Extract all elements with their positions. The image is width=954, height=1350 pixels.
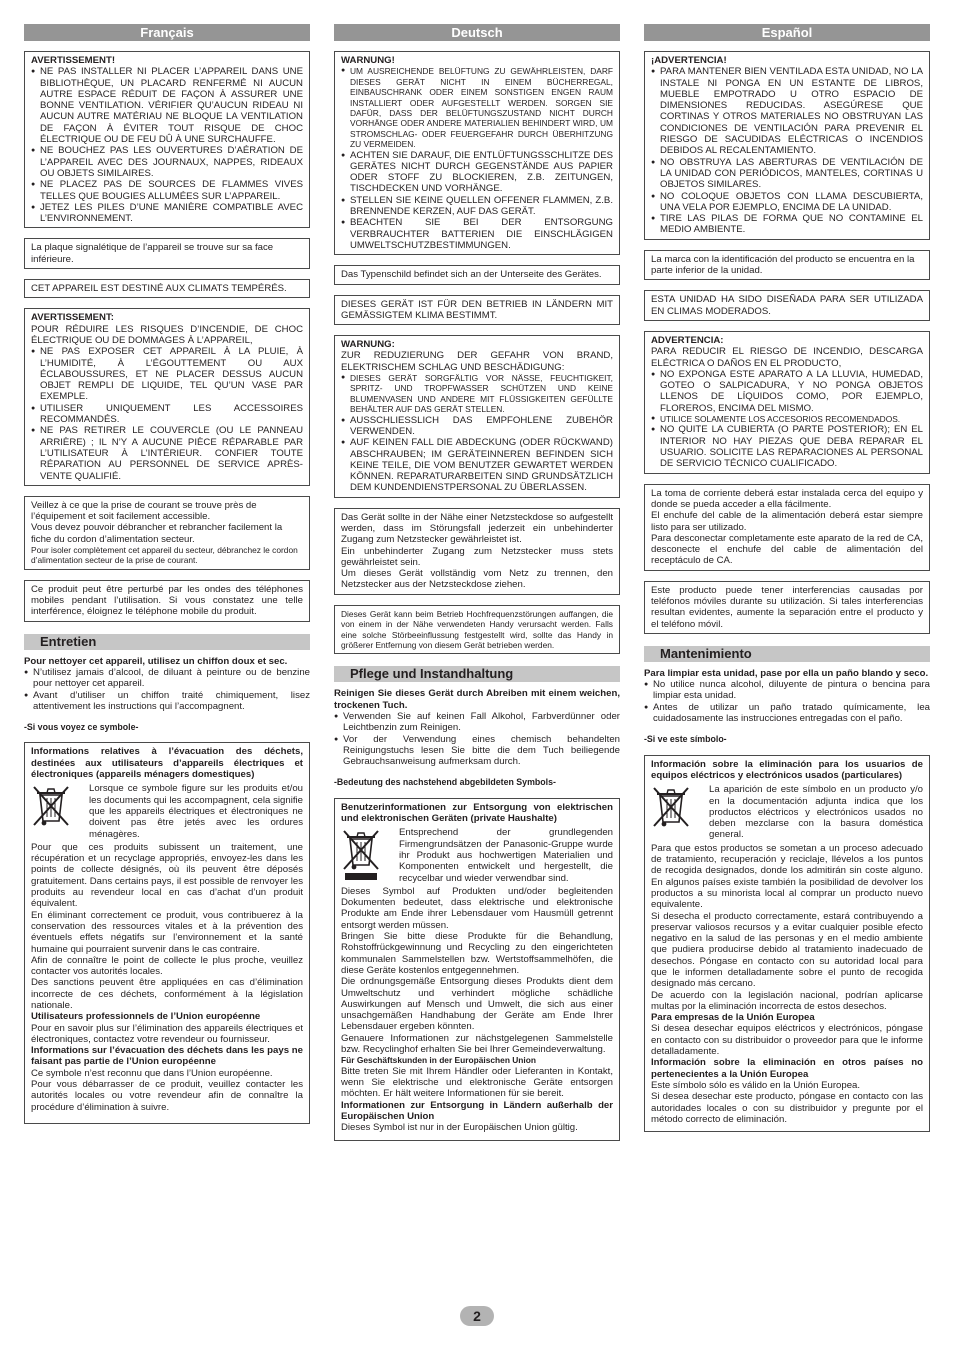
disposal-box [644,755,930,1133]
disposal-paragraph: Si desea desechar este producto, póngase en contacto con las autoridades locales o con su distribuidor y pregunte por el método correcto de eliminación. [651,1091,923,1125]
socket-text: El enchufe del cable de la alimentación deberá estar siempre listo para ser utilizado. [651,510,923,533]
disposal-paragraph: Bitte treten Sie mit Ihrem Händler oder Lieferanten in Kontakt, wenn Sie elektrische und elektronische Geräte entsorgen möchten. Er hält weitere Informationen für sie bereit. [341,1065,613,1100]
disposal-symbol-text: Entsprechend der grundlegenden Firmengrundsätzen der Panasonic-Gruppe wurde ihr Produkt aus hochwertigen Materialien und Komponenten entwickelt und hergestellt, die recycelbar und wieder verwendbar sind. [399,827,613,884]
warning-intro: POUR RÉDUIRE LES RISQUES D’INCENDIE, DE CHOC ÉLECTRIQUE OU DE DOMMAGES À L’APPAREIL, [31,323,303,346]
maintenance-lead: Pour nettoyer cet appareil, utilisez un chiffon doux et sec. [24,655,288,667]
disposal-title: Información sobre la eliminación para los usuarios de equipos eléctricos y electrónicos usados (particulares) [651,758,923,781]
disposal-symbol-row [341,827,613,883]
disposal-paragraph: Dieses Symbol ist nur in der Europäischen Union gültig. [341,1122,578,1134]
socket-notice [24,496,310,570]
disposal-paragraph: Dieses Symbol auf Produkten und/oder begleitenden Dokumenten bedeutet, dass elektrische und elektronische Produkte am Ende ihrer Lebensdauer vom Hausmüll getrennt entsorgt werden müssen. [341,885,613,931]
phone-notice: Este producto puede tener interferencias causadas por teléfonos móviles durante su utilización. Si tales interferencias resultan evidentes, aumente la separación entre el producto y el teléfono móvil. [644,581,930,634]
plate-notice: La plaque signalétique de l’appareil se trouve sur sa face inférieure. [24,238,310,269]
warning-item: ● AUF KEINEN FALL DIE ABDECKUNG (ODER RÜCKWAND) ABSCHRAUBEN; IM GERÄTEINNEREN BEFINDEN SICH KEINE TEILE, DIE VOM BENUTZER GEWARTET WERDEN KÖNNEN. REPARATURARBEITEN SIND GRUNDSÄTZLICH DEM KUNDENDIENSTPERSONAL ZU ÜBERLASSEN. [341,437,613,493]
socket-text: Pour isoler complètement cet appareil du secteur, débranchez le cordon d’alimentation secteur de la prise de courant. [31,544,298,566]
disposal-symbol-text: La aparición de este símbolo en un producto y/o en la documentación adjunta indica que los productos eléctricos y electrónicos usados no deben mezclarse con la basura doméstica general. [709,784,923,841]
maintenance-heading: Entretien [24,634,310,650]
warning-intro: ZUR REDUZIERUNG DER GEFAHR VON BRAND, ELEKTRISCHEM SCHLAG UND BESCHÄDIGUNG: [341,350,613,373]
disposal-paragraph: De acuerdo con la legislación nacional, podrían aplicarse multas por la eliminación incorrecta de estos desechos. [651,989,923,1012]
maintenance-item: ● No utilice nunca alcohol, diluyente de pintura o bencina para limpiar esta unidad. [644,679,930,702]
disposal-paragraph: Afin de connaître le point de collecte le plus proche, veuillez contacter vos autorités locales. [31,954,303,978]
maintenance-item: ● Antes de utilizar un paño tratado químicamente, lea cuidadosamente las instrucciones entregadas con el paño. [644,702,930,725]
socket-text: Vous devez pouvoir débrancher et rebrancher facilement la fiche du cordon d’alimentation secteur. [31,522,283,545]
warning-item: ● NE PLACEZ PAS DE SOURCES DE FLAMMES VIVES TELLES QUE BOUGIES ALLUMÉES SUR L’APPAREIL. [31,179,303,202]
plate-notice: La marca con la identificación del producto se encuentra en la parte inferior de la unidad. [644,250,930,281]
section-heading: Français [24,24,310,41]
disposal-title: Informations relatives à l’évacuation des déchets, destinées aux utilisateurs d’appareils électriques et électroniques (appareils ménagers domestiques) [31,746,303,781]
warning-item: ● NE PAS EXPOSER CET APPAREIL À LA PLUIE, À L’HUMIDITÉ, À L’ÉGOUTTEMENT OU AUX ÉCLABOUSSURES, ET NE PLACER DESSUS AUCUN OBJET REMPLI DE LIQUIDE, TEL QU’UN VASE PAR EXEMPLE. [31,346,303,402]
warning-item: ● NO EXPONGA ESTE APARATO A LA LLUVIA, HUMEDAD, GOTEO O SALPICADURA, Y NO PONGA OBJETOS LLENOS DE LÍQUIDOS COMO, POR EJEMPLO, FLOREROS, ENCIMA DEL MISMO. [651,369,923,414]
warning-box [334,51,620,255]
disposal-paragraph: Ce symbole n’est reconnu que dans l’Union européenne. [31,1067,273,1079]
warning-item: ● UTILICE SOLAMENTE LOS ACCESORIOS RECOMENDADOS. [651,414,923,424]
climate-notice: ESTA UNIDAD HA SIDO DISEÑADA PARA SER UTILIZADA EN CLIMAS MODERADOS. [644,290,930,321]
disposal-paragraph: Bringen Sie bitte diese Produkte für die Behandlung, Rohstoffrückgewinnung und Recycling zu den eingerichteten kommunalen Sammelstellen bzw. Wertstoffsammelhöfen, die diese Geräte kostenlos entgegennehmen. [341,931,613,976]
symbol-label: -Bedeutung des nachstehend abgebildeten Symbols- [334,777,556,788]
column-espanol [644,24,930,1142]
column-francais [24,24,310,1134]
disposal-title: Benutzerinformationen zur Entsorgung von elektrischen und elektronischen Geräten (private Haushalte) [341,801,613,825]
disposal-box [334,798,620,1141]
phone-notice: Ce produit peut être perturbé par les ondes des téléphones mobiles pendant l’utilisation. Si vous constatez une telle interférence, éloignez le téléphone mobile du produit. [24,580,310,622]
warning-item: ● ACHTEN SIE DARAUF, DIE ENTLÜFTUNGSSCHLITZE DES GERÄTES NICHT DURCH GEGENSTÄNDE AUS PAPIER ODER STOFF ZU BLOCKIEREN, Z.B. ZEITUNGEN, TISCHDECKEN UND VORHÄNGE. [341,150,613,195]
warning-item: ● NE BOUCHEZ PAS LES OUVERTURES D’AÉRATION DE L’APPAREIL AVEC DES JOURNAUX, NAPPES, RIDEAUX OU OBJETS SIMILAIRES. [31,145,303,179]
warning-item: ● NE PAS INSTALLER NI PLACER L’APPAREIL DANS UNE BIBLIOTHÈQUE, UN PLACARD RENFERMÉ NI AUCUN AUTRE ESPACE RÉDUIT DE FAÇON À ASSURER UNE BONNE VENTILATION. VÉRIFIER QU’AUCUN RIDEAU NI AUCUN AUTRE MATÉRIAU NE BLOQUE LA VENTILATION DE FAÇON À ÉVITER TOUT RISQUE DE CHOC ÉLECTRIQUE OU DE FEU DÛ À UNE SURCHAUFFE. [31,66,303,145]
disposal-paragraph: Genauere Informationen zur nächstgelegenen Sammelstelle bzw. Recyclinghof erhalten Sie bei Ihrer Gemeindeverwaltung. [341,1032,613,1056]
warning-title: AVERTISSEMENT: [31,312,114,324]
disposal-box [24,742,310,1124]
disposal-paragraph: En éliminant correctement ce produit, vous contribuerez à la conservation des ressources vitales et à la prévention des éventuels effets négatifs sur l’environnement et la santé humaine qui pourraient survenir dans le cas contraire. [31,909,303,955]
maintenance-text [24,656,310,734]
section-heading: Español [644,24,930,41]
maintenance-lead: Reinigen Sie dieses Gerät durch Abreiben mit einem weichen, trockenen Tuch. [334,688,620,711]
socket-text: Das Gerät sollte in der Nähe einer Netzsteckdose so aufgestellt werden, dass im Störungsfall jederzeit ein unbehinderter Zugang zum Netzstecker gewährleistet ist. [341,511,613,546]
socket-text: Para desconectar completamente este aparato de la red de CA, desconecte el enchufe del cable de alimentación del receptáculo de CA. [651,532,923,567]
warning-box [24,51,310,228]
disposal-subheading: Información sobre la eliminación en otros países no pertenecientes a la Unión Europea [651,1057,923,1080]
socket-notice [644,484,930,571]
disposal-paragraph: Pour en savoir plus sur l’élimination des appareils électriques et électroniques, contactez votre revendeur ou fournisseur. [31,1022,303,1045]
warning-item: ● NE PAS RETIRER LE COUVERCLE (OU LE PANNEAU ARRIÈRE) ; IL N’Y A AUCUNE PIÈCE RÉPARABLE PAR L’UTILISATEUR À L’INTÉRIEUR. CONFIER TOUTE RÉPARATION AU PERSONNEL DE SERVICE APRÈS-VENTE QUALIFIÉ. [31,425,303,481]
maintenance-item: ● Vor der Verwendung eines chemisch behandelten Reinigungstuchs lesen Sie bitte die dem Tuch beiliegende Gebrauchsanweisung aufmerksam durch. [334,734,620,768]
warning-item: ● BEACHTEN SIE BEI DER ENTSORGUNG VERBRAUCHTER BATTERIEN DIE EINSCHLÄGIGEN UMWELTSCHUTZBESTIMMUNGEN. [341,217,613,251]
disposal-paragraph: Si desea desechar equipos eléctricos y electrónicos, póngase en contacto con su distribuidor o proveedor para que le informe detalladamente. [651,1023,923,1058]
climate-notice: DIESES GERÄT IST FÜR DEN BETRIEB IN LÄNDERN MIT GEMÄSSIGTEM KLIMA BESTIMMT. [334,295,620,326]
crossed-bin-icon [31,783,75,829]
disposal-symbol-row [31,783,303,839]
crossed-bin-icon [341,827,385,881]
socket-notice [334,508,620,595]
crossed-bin-icon [651,784,695,830]
warning-item: ● AUSSCHLIESSLICH DAS EMPFOHLENE ZUBEHÖR VERWENDEN. [341,415,613,438]
section-heading: Deutsch [334,24,620,41]
page-number: 2 [460,1306,494,1326]
disposal-paragraph: Die ordnungsgemäße Entsorgung dieses Produkts dient dem Umweltschutz und verhindert mögliche schädliche Auswirkungen auf Mensch und Umwelt, die sich aus einer unsachgemäßen Handhabung der Geräte am Ende Ihrer Lebensdauer ergeben könnten. [341,976,613,1033]
warning-box [644,51,930,240]
warning-title: WARNUNG: [341,339,395,351]
disposal-subheading: Für Geschäftskunden in der Europäischen Union [341,1055,536,1066]
warning-box-2 [644,331,930,474]
plate-notice: Das Typenschild befindet sich an der Unterseite des Gerätes. [334,265,620,284]
socket-text: Ein unbehinderter Zugang zum Netzstecker muss stets gewährleistet sein. [341,545,613,568]
disposal-symbol-row [651,784,923,840]
column-deutsch [334,24,620,1151]
disposal-paragraph: Este símbolo sólo es válido en la Unión Europea. [651,1079,861,1091]
disposal-paragraph: Des sanctions peuvent être appliquées en cas d’élimination incorrecte de ces déchets, conformément à la législation nationale. [31,977,303,1011]
maintenance-heading: Mantenimiento [644,646,930,662]
disposal-subheading: Informationen zur Entsorgung in Ländern außerhalb der Europäischen Union [341,1099,613,1122]
warning-box-2 [334,335,620,498]
maintenance-text [644,668,930,746]
warning-intro: PARA REDUCIR EL RIESGO DE INCENDIO, DESCARGA ELÉCTRICA O DAÑOS EN EL PRODUCTO, [651,346,923,369]
warning-box-2 [24,308,310,485]
maintenance-item: ● Verwenden Sie auf keinen Fall Alkohol, Farbverdünner oder Leichtbenzin zum Reinigen. [334,711,620,734]
warning-item: ● TIRE LAS PILAS DE FORMA QUE NO CONTAMINE EL MEDIO AMBIENTE. [651,213,923,236]
warning-title: WARNUNG! [341,55,395,66]
symbol-label: -Si ve este símbolo- [644,734,727,745]
warning-title: ¡ADVERTENCIA! [651,55,727,66]
symbol-label: -Si vous voyez ce symbole- [24,722,139,733]
disposal-paragraph: Pour que ces produits subissent un traitement, une récupération et un recyclage appropriés, envoyez-les dans les points de collecte désignés, où ils peuvent être déposés gratuitement. Dans certains pays, il est possible de renvoyer les produits au revendeur local en cas d’achat d’un produit équivalent. [31,841,303,910]
socket-text: Um dieses Gerät vollständig vom Netz zu trennen, den Netzstecker aus der Netzsteckdose ziehen. [341,568,613,591]
disposal-paragraph: Si desecha el producto correctamente, estará contribuyendo a preservar valiosos recursos y a evitar cualquier posible efecto negativo en la salud de las personas y en el medio ambiente que pudiera producirse debido al tratamiento inadecuado de desechos. Póngase en contacto con su autoridad local para que le informen detalladamente sobre el punto de recogida designado más cercano. [651,910,923,990]
disposal-subheading: Utilisateurs professionnels de l’Union européenne [31,1011,261,1023]
warning-item: ● UTILISER UNIQUEMENT LES ACCESSOIRES RECOMMANDÉS. [31,403,303,426]
disposal-paragraph: Para que estos productos se sometan a un proceso adecuado de tratamiento, recuperación y reciclaje, llévelos a los puntos de recogida designados, donde los admitirán sin coste alguno. En algunos países existe también la posibilidad de devolver los productos a su minorista local al comprar un producto nuevo equivalente. [651,842,923,911]
warning-item: ● NO QUITE LA CUBIERTA (O PARTE POSTERIOR); EN EL INTERIOR NO HAY PIEZAS QUE DEBA REPARAR EL USUARIO. SOLICITE LAS REPARACIONES AL PERSONAL DE SERVICIO TÉCNICO CUALIFICADO. [651,424,923,469]
maintenance-heading: Pflege und Instandhaltung [334,666,620,682]
socket-text: Veillez à ce que la prise de courant se trouve près de l’équipement et soit facilement accessible. [31,499,257,523]
climate-notice: CET APPAREIL EST DESTINÉ AUX CLIMATS TEMPÉRÉS. [24,279,310,298]
maintenance-item: ● N’utilisez jamais d’alcool, de diluant à peinture ou de benzine pour nettoyer cet appareil. [24,667,310,690]
phone-notice: Dieses Gerät kann beim Betrieb Hochfrequenzstörungen auffangen, die von einem in der Nähe verwendeten Handy verursacht werden. Falls eine solche Störbeeinflussung festgestellt wird, sollte das Handy in größerer Entfernung von diesem Gerät betrieben werden. [334,605,620,655]
warning-item: ● PARA MANTENER BIEN VENTILADA ESTA UNIDAD, NO LA INSTALE NI PONGA EN UN ESTANTE DE LIBROS, MUEBLE EMPOTRADO U OTRO ESPACIO DE DIMENSIONES REDUCIDAS. ASEGÚRESE QUE CORTINAS Y OTROS MATERIALES NO OBSTRUYAN LAS CONDICIONES DE VENTILACIÓN PARA PREVENIR EL RIESGO DE SACUDIDAS ELÉCTRICAS O INCENDIOS DEBIDOS AL RECALENTAMIENTO. [651,66,923,156]
disposal-paragraph: Pour vous débarrasser de ce produit, veuillez contacter les autorités locales ou votre revendeur afin de connaître la procédure d’élimination à suivre. [31,1079,303,1113]
warning-item: ● DIESES GERÄT SORGFÄLTIG VOR NÄSSE, FEUCHTIGKEIT, SPRITZ- UND TROPFWASSER SCHÜTZEN UND KEINE BLUMENVASEN UND ANDERE MIT FLÜSSIGKEITEN GEFÜLLTE BEHÄLTER AUF DAS GERÄT STELLEN. [341,373,613,415]
warning-item: ● JETEZ LES PILES D’UNE MANIÈRE COMPATIBLE AVEC L’ENVIRONNEMENT. [31,202,303,225]
disposal-subheading: Para empresas de la Unión Europea [651,1012,815,1024]
maintenance-item: ● Avant d’utiliser un chiffon traité chimiquement, lisez attentivement les instructions qui l’accompagnent. [24,690,310,713]
maintenance-text [334,688,620,788]
warning-item: ● UM AUSREICHENDE BELÜFTUNG ZU GEWÄHRLEISTEN, DARF DIESES GERÄT NICHT IN EINEM BÜCHERREGAL, EINBAUSCHRANK ODER EINEM SONSTIGEN ENGEN RAUM INSTALLIERT ODER AUFGESTELLT WERDEN. SORGEN SIE DAFÜR, DASS DER BELÜFTUNGSZUSTAND NICHT DURCH VORHÄNGE ODER ANDERE MATERIALIEN BEHINDERT WIRD, UM STROMSCHLAG- ODER FEUERGEFAHR DURCH ÜBERHITZUNG ZU VERMEIDEN. [341,66,613,149]
warning-title: ADVERTENCIA: [651,334,724,346]
warning-item: ● STELLEN SIE KEINE QUELLEN OFFENER FLAMMEN, Z.B. BRENNENDE KERZEN, AUF DAS GERÄT. [341,195,613,218]
disposal-symbol-text: Lorsque ce symbole figure sur les produits et/ou les documents qui les accompagnent, cela signifie que les appareils électriques et électroniques ne doivent pas être jetés avec les ordures ménagères. [89,783,303,840]
socket-text: La toma de corriente deberá estar instalada cerca del equipo y donde se pueda acceder a ella fácilmente. [651,487,923,510]
disposal-subheading: Informations sur l’évacuation des déchets dans les pays ne faisant pas partie de l’Union européenne [31,1045,303,1068]
maintenance-lead: Para limpiar esta unidad, pase por ella un paño blando y seco. [644,667,929,679]
warning-item: ● NO OBSTRUYA LAS ABERTURAS DE VENTILACIÓN DE LA UNIDAD CON PERIÓDICOS, MANTELES, CORTINAS U OBJETOS SIMILARES. [651,157,923,191]
warning-item: ● NO COLOQUE OBJETOS CON LLAMA DESCUBIERTA, UNA VELA POR EJEMPLO, ENCIMA DE LA UNIDAD. [651,191,923,214]
warning-title: AVERTISSEMENT! [31,55,116,66]
